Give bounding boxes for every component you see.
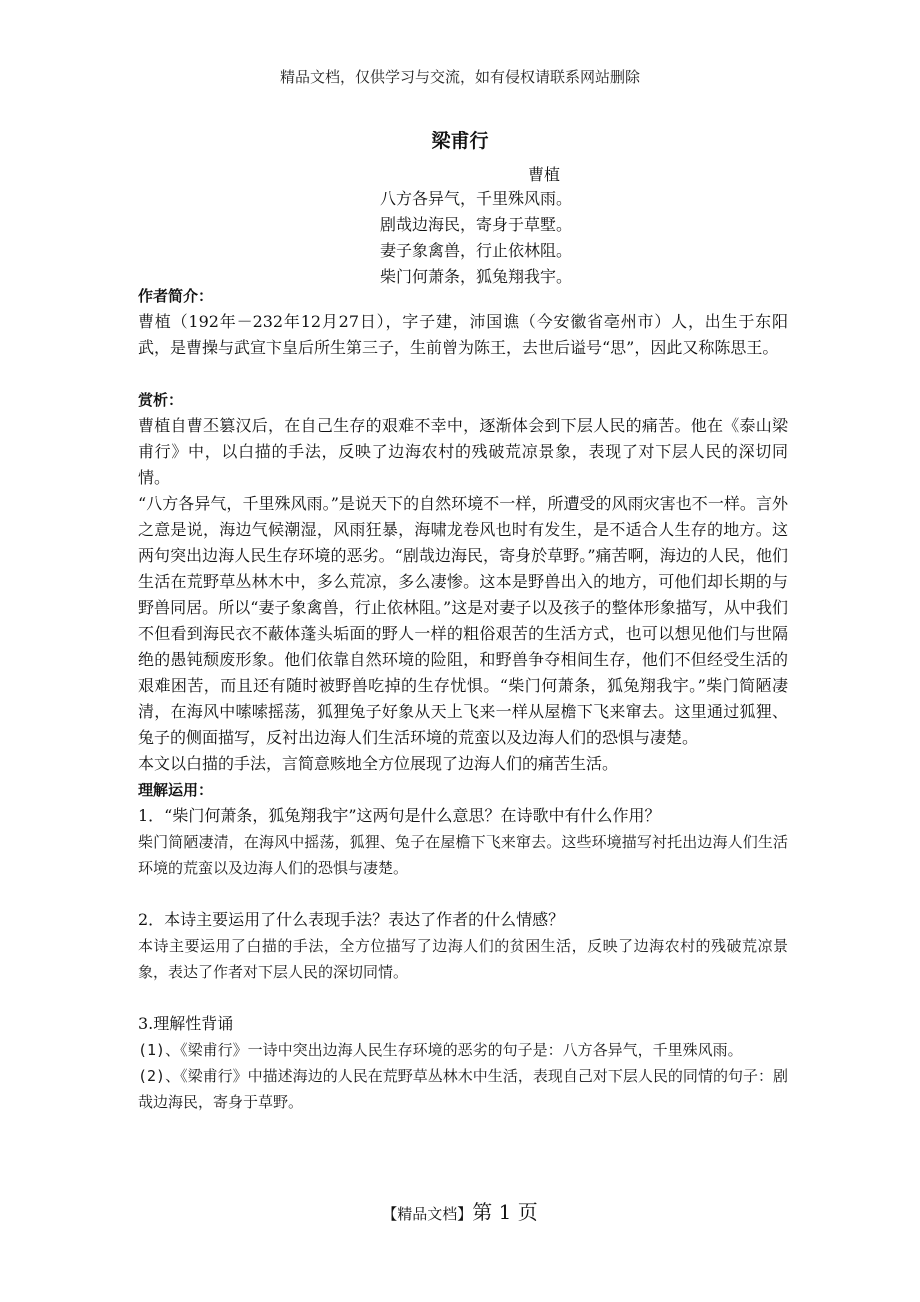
- intro-text: 曹植（192年－232年12月27日），字子建，沛国谯（今安徽省亳州市）人，出生于东阳武，是曹操与武宣卞皇后所生第三子，生前曾为陈王，去世后谥号“思”，因此又称陈思王。: [138, 312, 788, 357]
- poem-title: 梁甫行: [431, 130, 489, 152]
- answer-3-1: (1)、《梁甫行》一诗中突出边海人民生存环境的恶劣的句子是：八方各异气，千里殊风雨。: [138, 1041, 743, 1059]
- question-1: 1．“柴门何萧条，狐兔翔我宇”这两句是什么意思？在诗歌中有什么作用？: [138, 806, 661, 825]
- header-note: 精品文档，仅供学习与交流，如有侵权请联系网站删除: [279, 68, 640, 86]
- poem-line: 妻子象禽兽，行止依林阻。: [380, 241, 573, 260]
- poem-line: 八方各异气，千里殊风雨。: [380, 189, 573, 208]
- poem-body: [380, 186, 572, 290]
- answer-1: 柴门简陋凄清，在海风中摇荡，狐狸、兔子在屋檐下飞来窜去。这些环境描写衬托出边海人们生活环境的荒蛮以及边海人们的恐惧与凄楚。: [138, 833, 788, 877]
- section-heading-understanding: 理解运用：: [138, 781, 214, 799]
- section-heading-intro: 作者简介：: [138, 287, 214, 305]
- page-number: 第 1 页: [472, 1200, 538, 1224]
- question-3: 3.理解性背诵: [138, 1014, 234, 1033]
- answer-2: 本诗主要运用了白描的手法，全方位描写了边海人们的贫困生活，反映了边海农村的残破荒凉景象，表达了作者对下层人民的深切同情。: [138, 937, 788, 981]
- poem-author: 曹植: [528, 165, 561, 184]
- appreciation-paragraph: 本文以白描的手法，言简意赅地全方位展现了边海人们的痛苦生活。: [138, 754, 619, 773]
- main-content: [138, 283, 788, 1115]
- question-2: 2．本诗主要运用了什么表现手法？表达了作者的什么情感？: [138, 910, 565, 929]
- section-heading-appreciation: 赏析：: [138, 391, 184, 409]
- poem-line: 柴门何萧条，狐兔翔我宇。: [380, 267, 573, 286]
- poem-line: 剧哉边海民，寄身于草墅。: [380, 215, 573, 234]
- answer-3-2: (2)、《梁甫行》中描述海边的人民在荒野草丛林木中生活，表现自己对下层人民的同情的句子：剧哉边海民，寄身于草野。: [138, 1067, 788, 1111]
- page-footer: [0, 1196, 920, 1225]
- appreciation-paragraph: “八方各异气，千里殊风雨。”是说天下的自然环境不一样，所遭受的风雨灾害也不一样。言外之意是说，海边气候潮湿，风雨狂暴，海啸龙卷风也时有发生，是不适合人生存的地方。这两句突出边海人民生存环境的恶劣。“剧哉边海民，寄身於草野。”痛苦啊，海边的人民，他们生活在荒野草丛林木中，多么荒凉，多么凄惨。这本是野兽出入的地方，可他们却长期的与野兽同居。所以“妻子象禽兽，行止依林阻。”这是对妻子以及孩子的整体形象描写，从中我们不但看到海民衣不蔽体蓬头垢面的野人一样的粗俗艰苦的生活方式，也可以想见他们与世隔绝的愚钝颓废形象。他们依靠自然环境的险阻，和野兽争夺相间生存，他们不但经受生活的艰难困苦，而且还有随时被野兽吃掉的生存忧惧。“柴门何萧条，狐兔翔我宇。”柴门简陋凄清，在海风中嗦嗦摇荡，狐狸兔子好象从天上飞来一样从屋檐下飞来窜去。这里通过狐狸、兔子的侧面描写，反衬出边海人们生活环境的荒蛮以及边海人们的恐惧与凄楚。: [138, 494, 788, 747]
- appreciation-paragraph: 曹植自曹丕篡汉后，在自己生存的艰难不幸中，逐渐体会到下层人民的痛苦。他在《泰山梁甫行》中，以白描的手法，反映了边海农村的残破荒凉景象，表现了对下层人民的深切同情。: [138, 416, 788, 487]
- footer-label: 【精品文档】: [382, 1205, 473, 1223]
